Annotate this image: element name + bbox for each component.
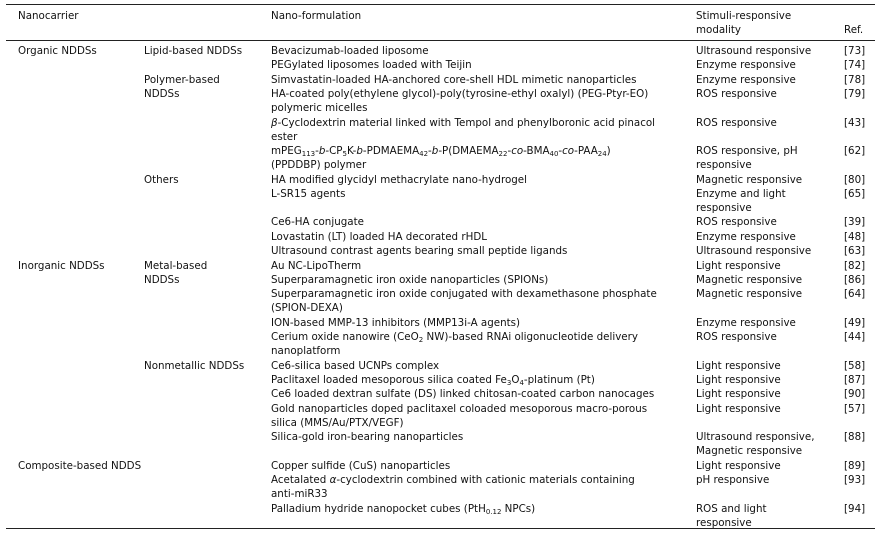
header-modality-2: modality	[696, 24, 742, 36]
modality: ROS responsive, pH	[696, 145, 798, 157]
f-part: NW)-based RNAi oligonucleotide delivery	[423, 331, 638, 343]
f-part: mPEG	[271, 145, 302, 157]
ref: [63]	[844, 245, 866, 257]
f-part: O	[511, 374, 520, 386]
subgroup-polymer-2: NDDSs	[144, 88, 180, 100]
subgroup-metal: Metal-based	[144, 260, 208, 272]
f-italic: co	[562, 145, 575, 157]
formulation: Ultrasound contrast agents bearing small peptide ligands	[271, 245, 568, 257]
modality: Light responsive	[696, 460, 781, 472]
alpha-symbol: α	[329, 474, 337, 486]
formulation: Ce6-silica based UCNPs complex	[271, 360, 440, 372]
top-rule	[6, 4, 875, 5]
f-sub: 2	[418, 336, 424, 344]
ref: [94]	[844, 503, 866, 515]
subgroup-polymer: Polymer-based	[144, 74, 220, 86]
formulation-cont: polymeric micelles	[271, 102, 368, 114]
data-table	[6, 0, 875, 537]
formulation: L-SR15 agents	[271, 188, 346, 200]
modality-cont: responsive	[696, 202, 752, 214]
f-part: Palladium hydride nanopocket cubes (PtH	[271, 503, 486, 515]
beta-symbol: β	[271, 117, 278, 129]
ref: [57]	[844, 403, 866, 415]
ref: [93]	[844, 474, 866, 486]
modality-cont: responsive	[696, 517, 752, 529]
modality: ROS responsive	[696, 88, 777, 100]
subgroup-nonmetal: Nonmetallic NDDSs	[144, 360, 245, 372]
modality: Enzyme and light	[696, 188, 786, 200]
group-organic: Organic NDDSs	[18, 45, 97, 57]
formulation: Silica-gold iron-bearing nanoparticles	[271, 431, 464, 443]
subgroup-others: Others	[144, 174, 179, 186]
modality-cont: Magnetic responsive	[696, 445, 803, 457]
f-part: Cerium oxide nanowire (CeO	[271, 331, 419, 343]
header-nanocarrier: Nanocarrier	[18, 10, 79, 22]
f-italic: b	[318, 145, 326, 157]
header-ref: Ref.	[844, 24, 864, 36]
f-sub: 22	[498, 150, 508, 158]
f-part: )	[606, 145, 611, 157]
modality-cont: responsive	[696, 159, 752, 171]
formulation: Bevacizumab-loaded liposome	[271, 45, 429, 57]
f-italic: b	[431, 145, 439, 157]
formulation: Superparamagnetic iron oxide conjugated with dexamethasone phosphate	[271, 288, 657, 300]
formulation-cont: ester	[271, 131, 298, 143]
modality: Light responsive	[696, 360, 781, 372]
ref: [86]	[844, 274, 866, 286]
f-italic: co	[511, 145, 524, 157]
modality: Magnetic responsive	[696, 274, 803, 286]
f-part: -	[315, 145, 319, 157]
subgroup-metal-2: NDDSs	[144, 274, 180, 286]
f-part: -	[428, 145, 432, 157]
modality: Light responsive	[696, 403, 781, 415]
header-rule	[6, 40, 875, 41]
formulation: Gold nanoparticles doped paclitaxel coloaded mesoporous macro-porous	[271, 403, 648, 415]
formulation-text: -Cyclodextrin material linked with Tempol and phenylboronic acid pinacol	[277, 117, 656, 129]
formulation: Simvastatin-loaded HA-anchored core-shell HDL mimetic nanoparticles	[271, 74, 637, 86]
f-italic: b	[356, 145, 363, 157]
header-modality: Stimuli-responsive	[696, 10, 792, 22]
formulation-cont: (PPDDBP) polymer	[271, 159, 367, 171]
ref: [87]	[844, 374, 866, 386]
ref: [49]	[844, 317, 866, 329]
formulation	[271, 330, 638, 344]
ref: [65]	[844, 188, 866, 200]
formulation	[271, 473, 635, 487]
modality: Ultrasound responsive	[696, 45, 812, 57]
modality: pH responsive	[696, 474, 770, 486]
formulation: Au NC-LipoTherm	[271, 260, 362, 272]
ref: [64]	[844, 288, 866, 300]
modality: Enzyme responsive	[696, 317, 796, 329]
formulation-cont: (SPION-DEXA)	[271, 302, 343, 314]
f-sub: 24	[597, 150, 607, 158]
formulation	[271, 502, 535, 516]
ref: [80]	[844, 174, 866, 186]
f-part: -	[558, 145, 563, 157]
f-part: NPCs)	[501, 503, 536, 515]
formulation: PEGylated liposomes loaded with Teijin	[271, 59, 472, 71]
modality: Enzyme responsive	[696, 74, 796, 86]
formulation: Ce6 loaded dextran sulfate (DS) linked chitosan-coated carbon nanocages	[271, 388, 655, 400]
formulation	[271, 373, 595, 387]
f-part: -P(DMAEMA	[438, 145, 499, 157]
formulation: ION-based MMP-13 inhibitors (MMP13i-A agents)	[271, 317, 521, 329]
f-part: K-	[346, 145, 357, 157]
modality: Magnetic responsive	[696, 288, 803, 300]
modality: Magnetic responsive	[696, 174, 803, 186]
ref: [62]	[844, 145, 866, 157]
ref: [90]	[844, 388, 866, 400]
ref: [88]	[844, 431, 866, 443]
ref: [43]	[844, 117, 866, 129]
modality: ROS responsive	[696, 117, 777, 129]
modality: ROS responsive	[696, 216, 777, 228]
f-sub: 5	[342, 150, 347, 158]
modality: Enzyme responsive	[696, 231, 796, 243]
f-sub: 40	[549, 150, 559, 158]
f-sub: 113	[301, 150, 316, 158]
formulation: Superparamagnetic iron oxide nanoparticles (SPIONs)	[271, 274, 549, 286]
modality: Ultrasound responsive,	[696, 431, 815, 443]
ref: [44]	[844, 331, 866, 343]
ref: [39]	[844, 216, 866, 228]
f-part: -PAA	[574, 145, 598, 157]
f-part: -PDMAEMA	[362, 145, 420, 157]
subgroup-lipid: Lipid-based NDDSs	[144, 45, 243, 57]
modality: Light responsive	[696, 388, 781, 400]
group-composite: Composite-based NDDS	[18, 460, 142, 472]
group-inorganic: Inorganic NDDSs	[18, 260, 105, 272]
formulation-cont: nanoplatform	[271, 345, 341, 357]
f-part: Paclitaxel loaded mesoporous silica coated Fe	[271, 374, 507, 386]
modality: Enzyme responsive	[696, 59, 796, 71]
formulation: HA-coated poly(ethylene glycol)-poly(tyrosine-ethyl oxalyl) (PEG-Ptyr-EO)	[271, 88, 649, 100]
header-formulation: Nano-formulation	[271, 10, 362, 22]
ref: [74]	[844, 59, 866, 71]
modality: Ultrasound responsive	[696, 245, 812, 257]
formulation: Ce6-HA conjugate	[271, 216, 364, 228]
formulation-text: Acetalated	[271, 474, 330, 486]
formulation-text: -cyclodextrin combined with cationic materials containing	[336, 474, 635, 486]
formulation-cont: anti-miR33	[271, 488, 328, 500]
modality: ROS responsive	[696, 331, 777, 343]
modality: Light responsive	[696, 374, 781, 386]
f-sub: 4	[519, 379, 524, 387]
ref: [73]	[844, 45, 866, 57]
formulation: HA modified glycidyl methacrylate nano-hydrogel	[271, 174, 527, 186]
modality: ROS and light	[696, 503, 767, 515]
ref: [79]	[844, 88, 866, 100]
ref: [78]	[844, 74, 866, 86]
f-part: -platinum (Pt)	[523, 374, 595, 386]
formulation: Copper sulfide (CuS) nanoparticles	[271, 460, 451, 472]
ref: [48]	[844, 231, 866, 243]
f-part: -BMA	[523, 145, 550, 157]
ref: [89]	[844, 460, 866, 472]
ref: [58]	[844, 360, 866, 372]
modality: Light responsive	[696, 260, 781, 272]
f-part: -CP	[325, 145, 343, 157]
formulation: Lovastatin (LT) loaded HA decorated rHDL	[271, 231, 487, 243]
ref: [82]	[844, 260, 866, 272]
f-sub: 3	[506, 379, 512, 387]
formulation	[271, 144, 611, 158]
formulation-cont: silica (MMS/Au/PTX/VEGF)	[271, 417, 404, 429]
formulation	[271, 116, 655, 130]
f-sub: 42	[419, 150, 429, 158]
f-part: -	[507, 145, 512, 157]
f-sub: 0.12	[485, 508, 502, 516]
